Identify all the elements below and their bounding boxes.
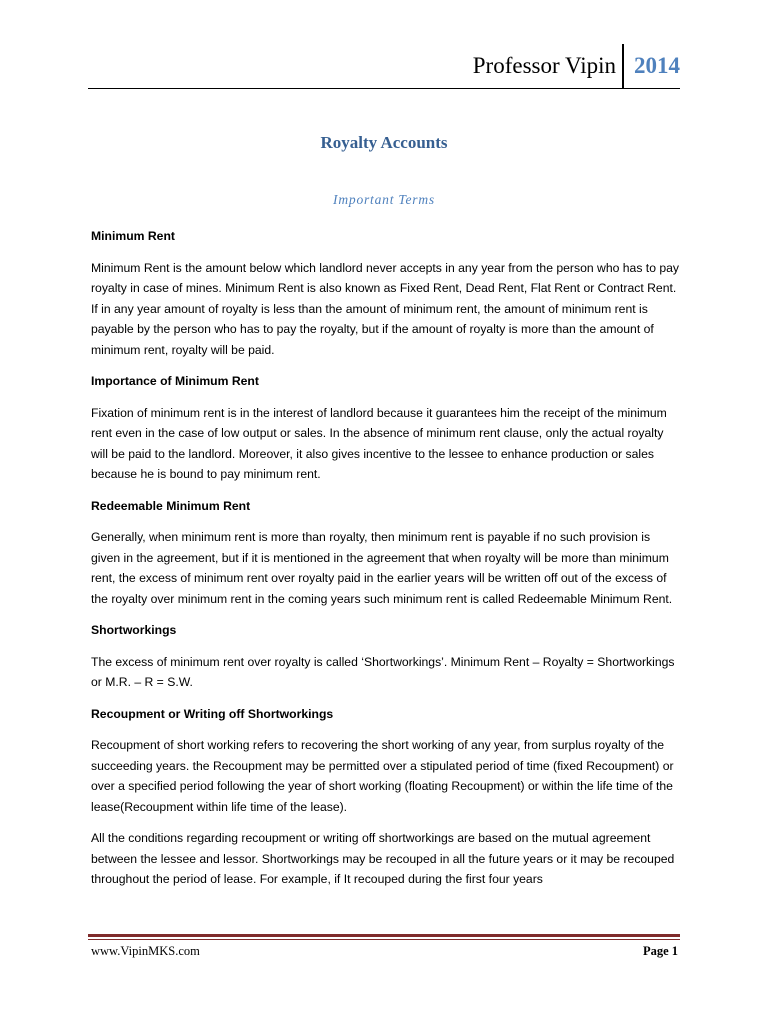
header-author: Professor Vipin — [472, 53, 616, 78]
document-subtitle: Important Terms — [333, 192, 435, 207]
section-minimum-rent — [91, 226, 679, 360]
document-body — [91, 226, 679, 901]
footer-rule-thin — [88, 939, 680, 940]
section-paragraph: Recoupment of short working refers to recovering the short working of any year, from surplus royalty of the succeeding years. the Recoupment may be permitted over a stipulated period of time (fixed Recoupment) or over a specified period following the year of short working (floating Recoupment) or within the life time of the lease(Recoupment within life time of the lease). — [91, 738, 674, 814]
section-redeemable-minimum-rent — [91, 496, 679, 610]
header-rule — [88, 88, 680, 89]
section-paragraph: Fixation of minimum rent is in the interest of landlord because it guarantees him the receipt of the minimum rent even in the case of low output or sales. In the absence of minimum rent clause, only the actual royalty will be paid to the landlord. Moreover, it also gives incentive to the lessee to enhance production or sales because he is bound to pay minimum rent. — [91, 405, 667, 481]
section-paragraph: All the conditions regarding recoupment or writing off shortworkings are based on the mutual agreement between the lessee and lessor. Shortworkings may be recouped in all the future years or it may be recouped throughout the period of lease. For example, if It recouped during the first four years — [91, 831, 675, 886]
footer-page-number: Page 1 — [642, 944, 678, 958]
footer-rule-thick — [88, 934, 680, 937]
section-heading: Minimum Rent — [91, 229, 175, 243]
section-heading: Redeemable Minimum Rent — [91, 498, 251, 513]
section-heading: Recoupment or Writing off Shortworkings — [91, 706, 334, 721]
section-shortworkings — [91, 620, 679, 693]
section-heading: Shortworkings — [91, 623, 177, 637]
section-paragraph: The excess of minimum rent over royalty is called ‘Shortworkings’. Minimum Rent – Royalty = Shortworkings or M.R. – R = S.W. — [91, 654, 675, 689]
header-year: 2014 — [634, 53, 680, 78]
document-title: Royalty Accounts — [320, 133, 448, 152]
section-paragraph: Generally, when minimum rent is more than royalty, then minimum rent is payable if no such provision is given in the agreement, but if it is mentioned in the agreement that when royalty will be more than minimum rent, the excess of minimum rent over royalty paid in the earlier years will be written off out of the excess of the royalty over minimum rent in the coming years such minimum rent is called Redeemable Minimum Rent. — [91, 530, 673, 606]
footer-website: www.VipinMKS.com — [91, 944, 200, 958]
section-paragraph: Minimum Rent is the amount below which landlord never accepts in any year from the person who has to pay royalty in case of mines. Minimum Rent is also known as Fixed Rent, Dead Rent, Flat Rent or Contract Rent. If in any year amount of royalty is less than the amount of minimum rent, the amount of minimum rent is payable by the person who has to pay the royalty, but if the amount of royalty is more than the amount of minimum rent, royalty will be paid. — [91, 260, 680, 357]
section-importance-of-minimum-rent — [91, 371, 679, 485]
section-recoupment — [91, 704, 679, 890]
section-heading: Importance of Minimum Rent — [91, 374, 259, 388]
page-header — [473, 44, 680, 88]
